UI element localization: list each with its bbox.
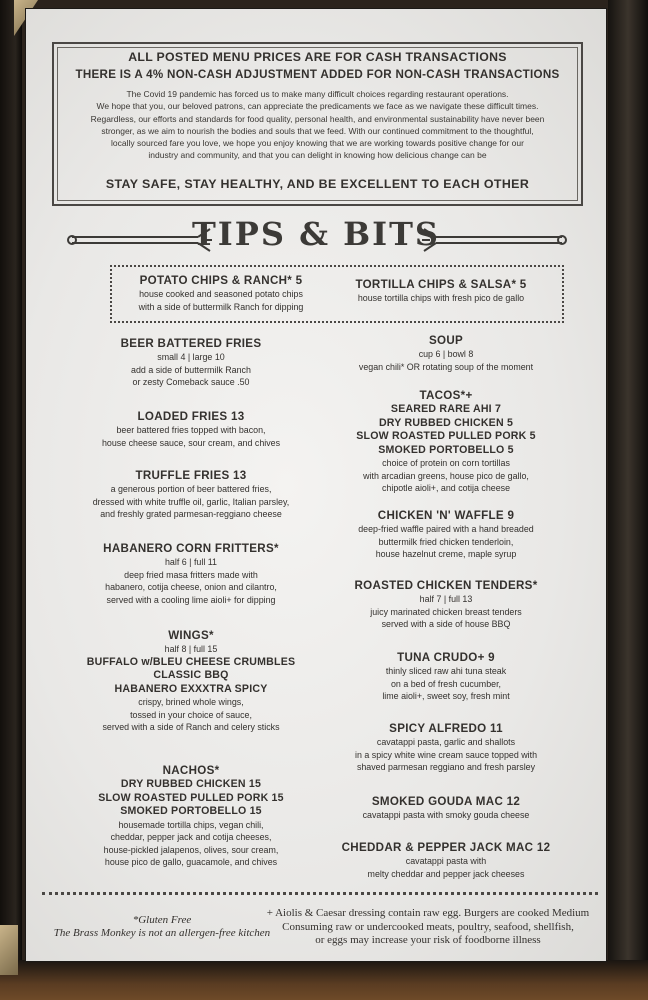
menu-cover-left [0, 0, 22, 1000]
item-desc: thinly sliced raw ahi tuna steak [385, 666, 507, 676]
item-variant: SMOKED PORTOBELLO 5 [378, 443, 514, 456]
menu-item-wings [66, 629, 316, 734]
item-title: SOUP [428, 334, 464, 347]
item-desc: with a side of buttermilk Ranch for dipping [138, 301, 304, 312]
item-desc: house cheese sauce, sour cream, and chives [101, 437, 281, 448]
item-desc: add a side of buttermilk Ranch [131, 364, 251, 375]
raw-warning-line: Consuming raw or undercooked meats, poultry, seafood, shellfish, [282, 920, 574, 933]
menu-page [25, 8, 607, 962]
notice-line: We hope that you, our beloved patrons, can appreciate the predicaments we face as we navigate these difficult times. [96, 101, 539, 112]
item-title: TACOS*+ [419, 389, 473, 402]
item-desc: served with a cooling lime aioli+ for dipping [106, 594, 276, 605]
menu-item-soup [331, 334, 561, 373]
menu-item-tacos [331, 389, 561, 495]
item-desc: house hazelnut creme, maple syrup [375, 549, 517, 560]
ornament-right-icon [418, 227, 568, 253]
item-title: SMOKED GOUDA MAC 12 [371, 795, 521, 808]
brass-corner-bottom [0, 925, 18, 975]
item-title: NACHOS* [162, 764, 220, 777]
menu-item-spicy-alfredo [331, 722, 561, 774]
menu-item-truffle-fries [66, 469, 316, 521]
item-desc: cavatappi pasta with [405, 856, 487, 866]
item-desc: house cooked and seasoned potato chips [139, 289, 303, 299]
item-desc: a generous portion of beer battered fries, [110, 484, 272, 494]
menu-item-chicken-waffle [331, 509, 561, 561]
menu-item-cheddar-mac [331, 841, 561, 880]
item-desc: tossed in your choice of sauce, [130, 709, 252, 720]
item-price: cup 6 | bowl 8 [418, 349, 474, 359]
item-desc: or zesty Comeback sauce .50 [132, 377, 250, 388]
item-desc: and freshly grated parmesan-reggiano cheese [100, 509, 282, 520]
item-desc: vegan chili* OR rotating soup of the moment [358, 361, 534, 372]
item-desc: melty cheddar and pepper jack cheeses [367, 868, 525, 879]
allergen-note: The Brass Monkey is not an allergen-free kitchen [53, 927, 271, 939]
item-desc: served with a side of Ranch and celery sticks [102, 722, 280, 733]
notice-footer: STAY SAFE, STAY HEALTHY, AND BE EXCELLENT TO EACH OTHER [105, 177, 530, 191]
item-price: half 7 | full 13 [419, 594, 473, 604]
notice-line: Regardless, our efforts and standards for food quality, personal health, and environmental sustainability have never been [90, 113, 545, 124]
item-variant: SLOW ROASTED PULLED PORK 15 [98, 791, 284, 804]
item-desc: chipotle aioli+, and cotija cheese [381, 483, 511, 494]
item-title: CHEDDAR & PEPPER JACK MAC 12 [341, 841, 551, 854]
item-desc: beer battered fries topped with bacon, [116, 425, 266, 435]
menu-item-beer-fries [66, 337, 316, 389]
item-title: ROASTED CHICKEN TENDERS* [354, 579, 538, 592]
item-price: half 6 | full 11 [165, 557, 217, 567]
item-variant: DRY RUBBED CHICKEN 5 [378, 416, 514, 429]
notice-body [64, 88, 571, 162]
item-variant: CLASSIC BBQ [153, 669, 229, 682]
item-title: CHICKEN 'N' WAFFLE 9 [377, 509, 515, 522]
item-desc: with arcadian greens, house pico de gallo, [363, 470, 529, 481]
item-desc: cavatappi pasta with smoky gouda cheese [362, 810, 530, 820]
item-desc: deep-fried waffle paired with a hand breaded [358, 524, 534, 534]
menu-item-habanero-fritters [66, 542, 316, 606]
item-title: TORTILLA CHIPS & SALSA* 5 [355, 278, 527, 291]
raw-warning-line: or eggs may increase your risk of foodborne illness [315, 934, 541, 946]
item-variant: SEARED RARE AHI 7 [390, 403, 502, 415]
item-variant: DRY RUBBED CHICKEN 15 [120, 778, 262, 790]
menu-item-potato-chips [116, 274, 326, 313]
item-desc: house pico de gallo, guacamole, and chives [104, 857, 278, 868]
item-price: small 4 | large 10 [157, 352, 225, 362]
menu-item-nachos [66, 764, 316, 869]
item-desc: juicy marinated chicken breast tenders [370, 606, 522, 617]
section-title: TIPS & BITS [191, 215, 441, 253]
cash-notice-box [52, 42, 583, 206]
menu-item-chicken-tenders [331, 579, 561, 631]
footer-raw-warning [258, 907, 598, 948]
item-variant: SMOKED PORTOBELLO 15 [120, 805, 262, 817]
item-desc: in a spicy white wine cream sauce topped with [354, 749, 538, 760]
item-desc: housemade tortilla chips, vegan chili, [118, 819, 264, 830]
notice-line: industry and community, and that you can delight in knowing how delicious change can be [148, 150, 487, 161]
item-desc: choice of protein on corn tortillas [382, 458, 510, 468]
notice-line: The Covid 19 pandemic has forced us to make many difficult choices regarding restaurant operations. [126, 89, 509, 99]
item-title: POTATO CHIPS & RANCH* 5 [139, 274, 303, 287]
item-title: TUNA CRUDO+ 9 [397, 651, 495, 664]
item-title: BEER BATTERED FRIES [120, 337, 262, 350]
notice-heading-cash: ALL POSTED MENU PRICES ARE FOR CASH TRANSACTIONS [128, 50, 507, 64]
menu-item-tortilla-chips [331, 278, 551, 305]
item-desc: cheddar, pepper jack and cotija cheeses, [110, 832, 272, 843]
item-desc: buttermilk fried chicken tenderloin, [378, 536, 514, 547]
item-desc: lime aioli+, sweet soy, fresh mint [382, 691, 510, 702]
notice-heading-adjustment: THERE IS A 4% NON-CASH ADJUSTMENT ADDED FOR NON-CASH TRANSACTIONS [75, 68, 560, 81]
item-desc: served with a side of house BBQ [381, 619, 511, 630]
item-variant: HABANERO EXXXTRA SPICY [114, 682, 268, 695]
menu-item-loaded-fries [66, 410, 316, 449]
menu-cover-right [608, 0, 648, 1000]
item-desc: deep fried masa fritters made with [124, 569, 258, 580]
item-desc: house-pickled jalapenos, olives, sour cream, [103, 844, 279, 855]
gluten-free-note: *Gluten Free [132, 914, 192, 926]
notice-line: locally sourced fare you love, we hope you enjoy knowing that we are working towards positive change for our [111, 138, 524, 149]
item-desc: habanero, cotija cheese, onion and cilantro, [105, 582, 277, 593]
item-title: SPICY ALFREDO 11 [389, 722, 503, 735]
item-variant: BUFFALO w/BLEU CHEESE CRUMBLES [86, 655, 296, 668]
footer-divider [42, 892, 598, 895]
item-desc: dressed with white truffle oil, garlic, Italian parsley, [92, 496, 290, 507]
item-desc: cavatappi pasta, garlic and shallots [376, 737, 516, 747]
item-desc: on a bed of fresh cucumber, [390, 678, 502, 689]
notice-line: stronger, as we aim to nourish the bodies and souls that we feed. With our continued commitment to the thoughtful, [101, 125, 534, 136]
item-price: half 8 | full 15 [164, 644, 218, 654]
menu-item-tuna-crudo [331, 651, 561, 703]
item-desc: crispy, brined whole wings, [138, 697, 244, 708]
menu-item-smoked-gouda-mac [331, 795, 561, 822]
table-surface [0, 960, 648, 1000]
raw-warning-line: + Aiolis & Caesar dressing contain raw egg. Burgers are cooked Medium [266, 907, 590, 919]
item-title: LOADED FRIES 13 [137, 410, 245, 423]
item-desc: house tortilla chips with fresh pico de gallo [357, 293, 525, 303]
item-title: HABANERO CORN FRITTERS* [103, 542, 279, 555]
footer-left-notes [52, 914, 272, 940]
item-title: TRUFFLE FRIES 13 [135, 469, 247, 482]
item-desc: shaved parmesan reggiano and fresh parsley [356, 762, 536, 773]
item-variant: SLOW ROASTED PULLED PORK 5 [356, 430, 536, 442]
item-title: WINGS* [168, 629, 214, 642]
